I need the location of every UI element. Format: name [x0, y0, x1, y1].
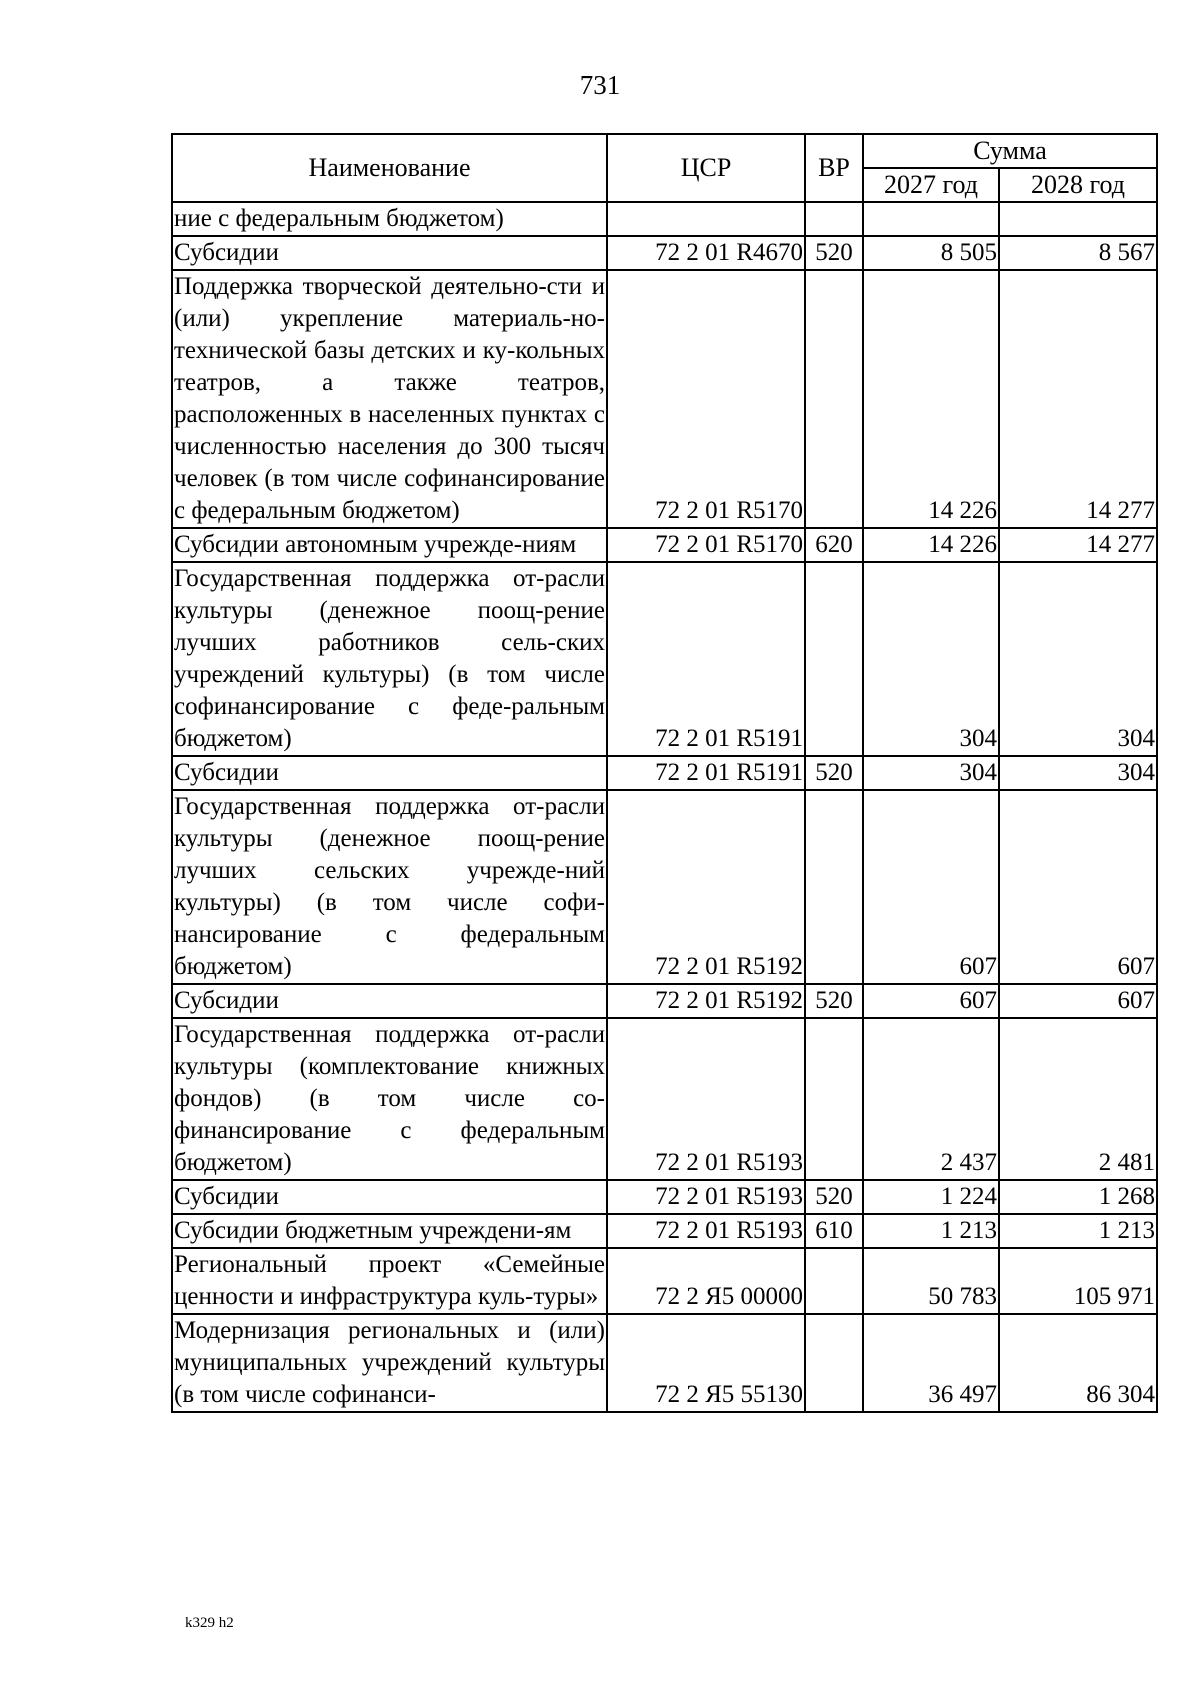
row-name: Поддержка творческой деятельно-сти и (или) укрепление материаль-но-технической базы детских и ку-кольных театров, а также театров, расположенных в населенных пунктах с численностью населения до 300 тысяч человек (в том числе софинансирование с федеральным бюджетом): [172, 270, 607, 528]
table-row: [172, 1214, 1157, 1248]
table-row: [172, 562, 1157, 756]
header-vr: ВР: [805, 134, 863, 202]
row-vr: [805, 202, 863, 236]
row-amount-2027: 607: [863, 984, 999, 1018]
row-amount-2027: 14 226: [863, 528, 999, 562]
row-csr: 72 2 01 R5193: [607, 1214, 805, 1248]
header-name: Наименование: [172, 134, 607, 202]
row-csr: 72 2 01 R5192: [607, 790, 805, 984]
table-row: [172, 236, 1157, 270]
row-name: Государственная поддержка от-расли культуры (денежное поощ-рение лучших сельских учрежде-ний культуры) (в том числе софи-нансирование с федеральным бюджетом): [172, 790, 607, 984]
row-vr: [805, 1018, 863, 1180]
row-name: Субсидии бюджетным учреждени-ям: [172, 1214, 607, 1248]
row-amount-2027: 14 226: [863, 270, 999, 528]
row-csr: 72 2 01 R5193: [607, 1180, 805, 1214]
table-row: [172, 202, 1157, 236]
row-amount-2027: 8 505: [863, 236, 999, 270]
row-amount-2027: 607: [863, 790, 999, 984]
row-vr: 520: [805, 984, 863, 1018]
row-csr: 72 2 01 R5170: [607, 270, 805, 528]
row-csr: 72 2 01 R5191: [607, 756, 805, 790]
budget-table: [171, 133, 1158, 1413]
row-vr: 520: [805, 1180, 863, 1214]
row-csr: 72 2 01 R5193: [607, 1018, 805, 1180]
table-row: [172, 1314, 1157, 1412]
header-csr: ЦСР: [607, 134, 805, 202]
row-vr: 520: [805, 756, 863, 790]
row-name: Модернизация региональных и (или) муниципальных учреждений культуры (в том числе софинанси-: [172, 1314, 607, 1412]
table-row: [172, 984, 1157, 1018]
row-amount-2028: 86 304: [999, 1314, 1157, 1412]
table-row: [172, 1018, 1157, 1180]
table-row: [172, 270, 1157, 528]
row-name: ние с федеральным бюджетом): [172, 202, 607, 236]
row-name: Субсидии: [172, 1180, 607, 1214]
row-amount-2028: 304: [999, 756, 1157, 790]
document-code: k329 h2: [185, 1615, 234, 1631]
row-vr: 620: [805, 528, 863, 562]
row-amount-2027: 36 497: [863, 1314, 999, 1412]
row-vr: [805, 790, 863, 984]
row-name: Субсидии: [172, 984, 607, 1018]
row-csr: 72 2 Я5 00000: [607, 1248, 805, 1314]
row-amount-2028: 14 277: [999, 270, 1157, 528]
row-vr: [805, 270, 863, 528]
header-sum: Сумма: [863, 134, 1157, 168]
table-header: [172, 134, 1157, 202]
row-csr: 72 2 01 R4670: [607, 236, 805, 270]
row-name: Субсидии: [172, 756, 607, 790]
row-name: Региональный проект «Семейные ценности и инфраструктура куль-туры»: [172, 1248, 607, 1314]
row-name: Субсидии: [172, 236, 607, 270]
row-amount-2028: 105 971: [999, 1248, 1157, 1314]
row-vr: [805, 562, 863, 756]
row-amount-2028: 304: [999, 562, 1157, 756]
row-vr: 610: [805, 1214, 863, 1248]
row-amount-2027: 304: [863, 562, 999, 756]
page-number: 731: [579, 70, 621, 100]
row-name: Государственная поддержка от-расли культуры (денежное поощ-рение лучших работников сель-ских учреждений культуры) (в том числе софинансирование с феде-ральным бюджетом): [172, 562, 607, 756]
table-row: [172, 756, 1157, 790]
row-name: Государственная поддержка от-расли культуры (комплектование книжных фондов) (в том числе со-финансирование с федеральным бюджетом): [172, 1018, 607, 1180]
row-amount-2028: 607: [999, 790, 1157, 984]
row-amount-2028: 2 481: [999, 1018, 1157, 1180]
row-csr: 72 2 Я5 55130: [607, 1314, 805, 1412]
table-row: [172, 1248, 1157, 1314]
row-amount-2028: 14 277: [999, 528, 1157, 562]
table-row: [172, 790, 1157, 984]
row-amount-2028: 607: [999, 984, 1157, 1018]
row-csr: [607, 202, 805, 236]
table-body: [172, 202, 1157, 1412]
row-amount-2028: 8 567: [999, 236, 1157, 270]
table-row: [172, 528, 1157, 562]
row-name: Субсидии автономным учрежде-ниям: [172, 528, 607, 562]
header-year-2028: 2028 год: [999, 168, 1157, 202]
row-amount-2028: 1 268: [999, 1180, 1157, 1214]
row-amount-2027: 2 437: [863, 1018, 999, 1180]
row-csr: 72 2 01 R5191: [607, 562, 805, 756]
row-vr: [805, 1314, 863, 1412]
row-amount-2027: 1 213: [863, 1214, 999, 1248]
row-amount-2027: [863, 202, 999, 236]
row-csr: 72 2 01 R5170: [607, 528, 805, 562]
row-csr: 72 2 01 R5192: [607, 984, 805, 1018]
row-vr: 520: [805, 236, 863, 270]
row-amount-2027: 304: [863, 756, 999, 790]
row-vr: [805, 1248, 863, 1314]
row-amount-2028: [999, 202, 1157, 236]
row-amount-2027: 1 224: [863, 1180, 999, 1214]
table-row: [172, 1180, 1157, 1214]
row-amount-2028: 1 213: [999, 1214, 1157, 1248]
row-amount-2027: 50 783: [863, 1248, 999, 1314]
header-year-2027: 2027 год: [863, 168, 999, 202]
